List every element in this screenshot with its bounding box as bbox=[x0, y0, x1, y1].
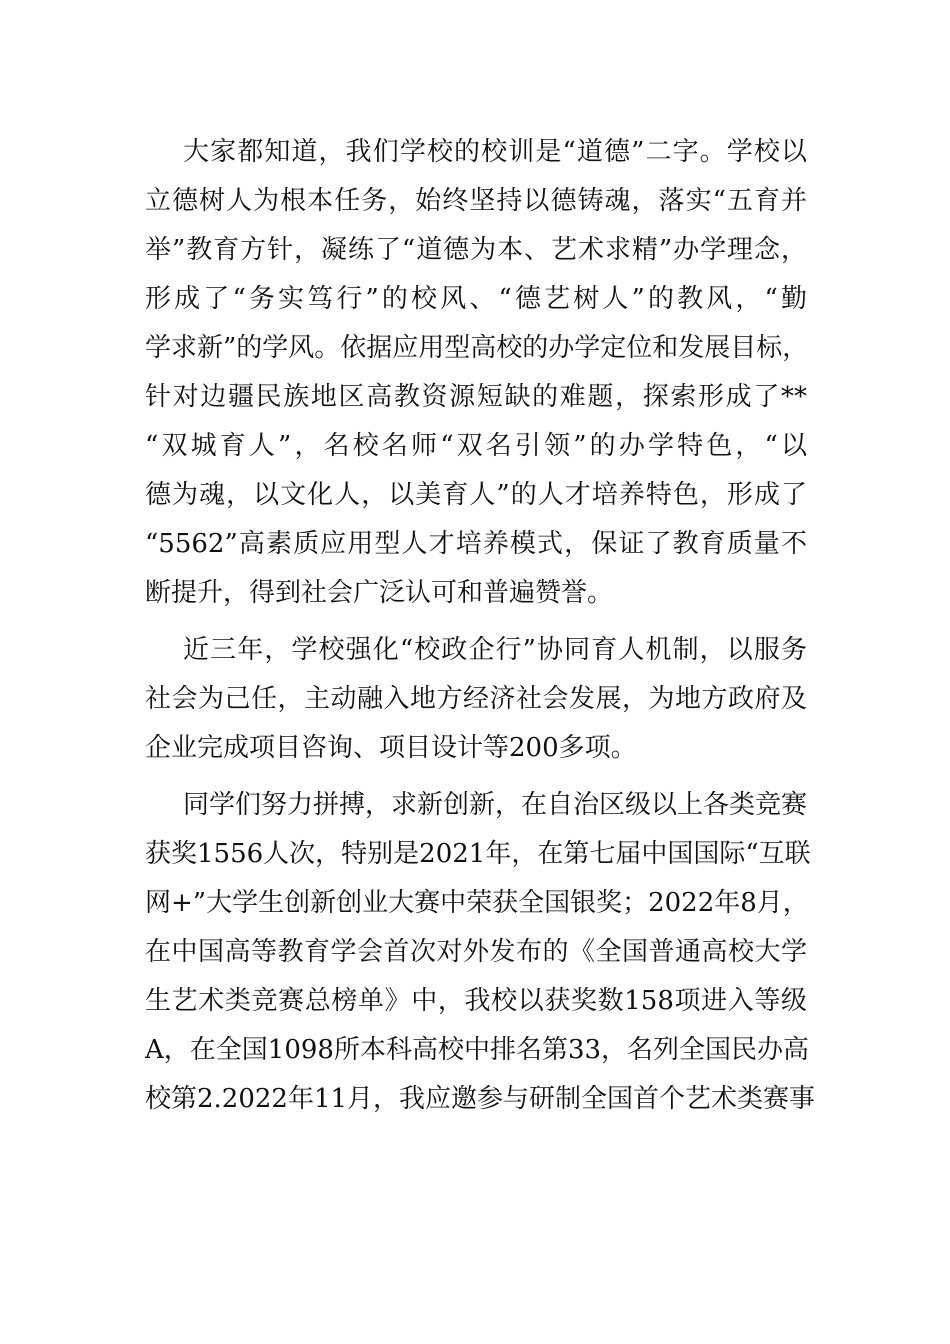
text-line: 网+”大学生创新创业大赛中荣获全国银奖；2022年8月， bbox=[145, 888, 809, 918]
paragraph-school-motto bbox=[145, 128, 807, 618]
text-line: A，在全国1098所本科高校中排名第33，名列全国民办高 bbox=[145, 1035, 810, 1065]
text-line: 社会为己任，主动融入地方经济社会发展，为地方政府及 bbox=[145, 684, 807, 714]
text-line: 学求新”的学风。依据应用型高校的办学定位和发展目标， bbox=[145, 333, 809, 363]
text-line: 企业完成项目咨询、项目设计等200多项。 bbox=[145, 733, 637, 763]
text-line: 校第2.2022年11月，我应邀参与研制全国首个艺术类赛事 bbox=[145, 1084, 816, 1114]
text-line: 针对边疆民族地区高教资源短缺的难题，探索形成了** bbox=[145, 382, 807, 412]
body-text bbox=[145, 128, 816, 1132]
text-line: 举”教育方针，凝练了“道德为本、艺术求精”办学理念， bbox=[145, 235, 807, 265]
text-line: “5562”高素质应用型人才培养模式，保证了教育质量不 bbox=[145, 529, 807, 559]
text-line: 大家都知道，我们学校的校训是“道德”二字。学校以 bbox=[183, 137, 807, 167]
text-line: 同学们努力拼搏，求新创新，在自治区级以上各类竞赛 bbox=[183, 790, 808, 820]
paragraph-student-achievements bbox=[145, 781, 816, 1124]
text-line: 形成了“务实笃行”的校风、“德艺树人”的教风，“勤 bbox=[145, 284, 807, 314]
text-line: 断提升，得到社会广泛认可和普遍赞誉。 bbox=[145, 578, 614, 608]
text-line: 生艺术类竞赛总榜单》中，我校以获奖数158项进入等级 bbox=[145, 986, 807, 1016]
text-line: 近三年，学校强化“校政企行”协同育人机制，以服务 bbox=[183, 635, 807, 665]
paragraph-social-service bbox=[145, 626, 807, 773]
text-line: 德为魂，以文化人，以美育人”的人才培养特色，形成了 bbox=[145, 480, 807, 510]
text-line: “双城育人”，名校名师“双名引领”的办学特色，“以 bbox=[145, 431, 807, 461]
text-line: 获奖1556人次，特别是2021年，在第七届中国国际“互联 bbox=[145, 839, 811, 869]
text-line: 立德树人为根本任务，始终坚持以德铸魂，落实“五育并 bbox=[145, 186, 807, 216]
text-line: 在中国高等教育学会首次对外发布的《全国普通高校大学 bbox=[145, 937, 807, 967]
